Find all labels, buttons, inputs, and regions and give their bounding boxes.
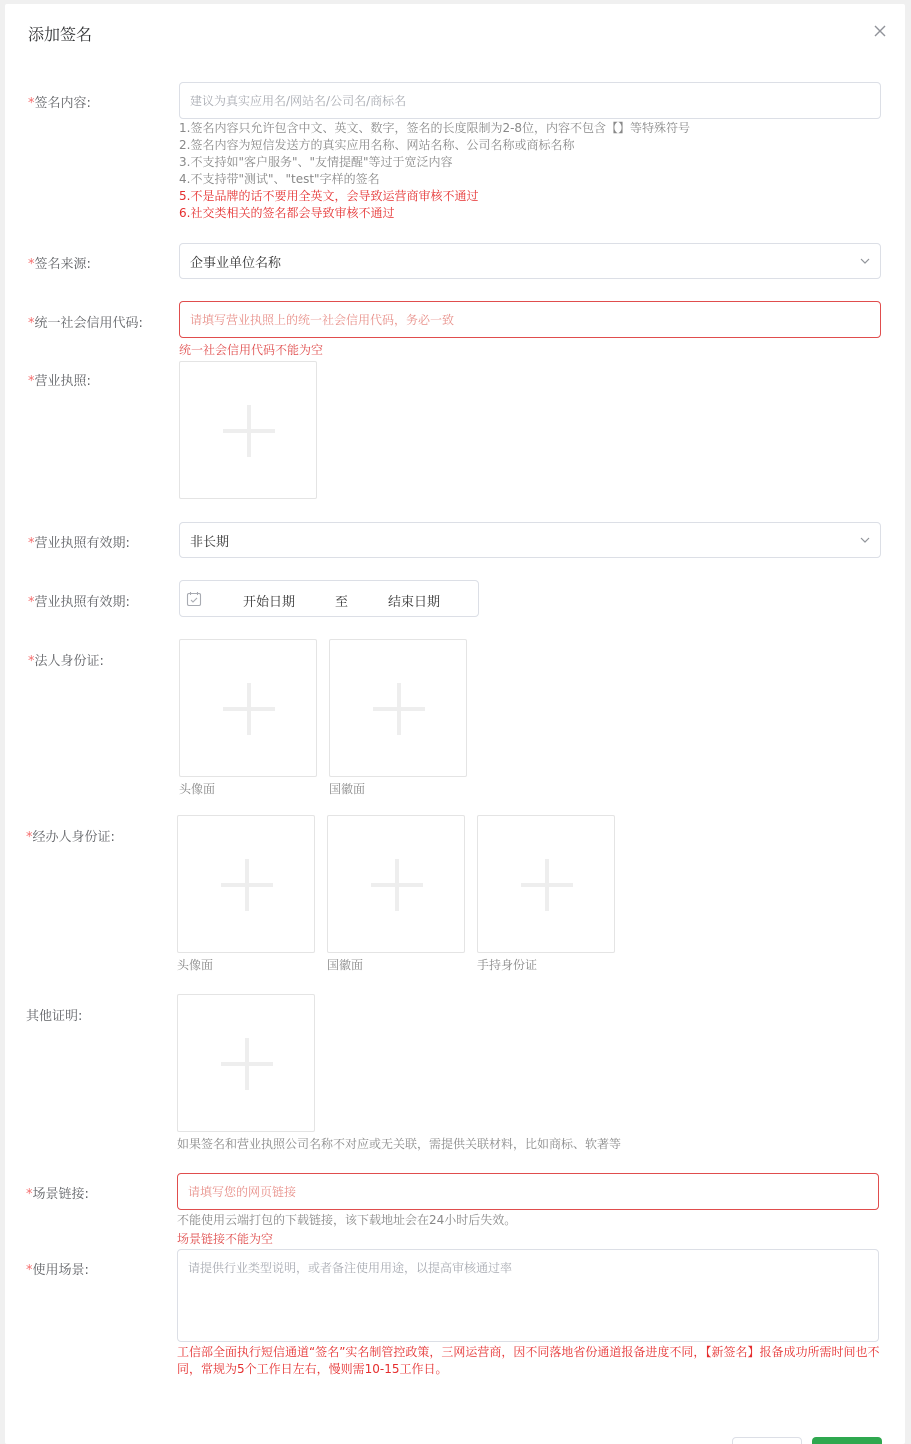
close-icon[interactable] [871, 22, 889, 40]
scene-link-hint: 不能使用云端打包的下载链接，该下载地址会在24小时后失效。 [177, 1213, 517, 1227]
plus-icon [371, 859, 423, 911]
credit-code-label: *统一社会信用代码: [28, 316, 143, 331]
agent-id-back-upload[interactable] [327, 815, 465, 953]
plus-icon [521, 859, 573, 911]
other-proof-label: 其他证明: [26, 1009, 83, 1024]
legal-id-back-upload[interactable] [329, 639, 467, 777]
credit-code-error: 统一社会信用代码不能为空 [179, 343, 324, 357]
start-date[interactable]: 开始日期 [243, 595, 296, 610]
license-label: *营业执照: [28, 374, 91, 389]
usage-label: *使用场景: [26, 1263, 89, 1278]
legal-id-label: *法人身份证: [28, 654, 104, 669]
chevron-down-icon [860, 257, 870, 265]
legal-id-front-upload[interactable] [179, 639, 317, 777]
signature-content-input[interactable]: 建议为真实应用名/网站名/公司名/商标名 [179, 82, 881, 119]
content-label: *签名内容: [28, 96, 91, 111]
plus-icon [373, 683, 425, 735]
scene-link-label: *场景链接: [26, 1187, 89, 1202]
other-proof-upload[interactable] [177, 994, 315, 1132]
agent-id-handheld-upload[interactable] [477, 815, 615, 953]
other-proof-hint: 如果签名和营业执照公司名称不对应或无关联，需提供关联材料，比如商标、软著等 [177, 1137, 622, 1151]
plus-icon [223, 405, 275, 457]
validity-range-label: *营业执照有效期: [28, 595, 130, 610]
confirm-button[interactable] [812, 1437, 882, 1444]
plus-icon [221, 1038, 273, 1090]
agent-id-back-caption: 国徽面 [327, 958, 364, 972]
plus-icon [223, 683, 275, 735]
legal-id-front-caption: 头像面 [179, 782, 216, 796]
source-select[interactable]: 企事业单位名称 [179, 243, 881, 279]
policy-notice: 工信部全面执行短信通道“签名”实名制管控政策，三网运营商，因不同落地省份通道报备进度不同，【新签名】报备成功所需时间也不同，常规为5个工作日左右，慢则需10-15工作日。 [177, 1345, 880, 1376]
add-signature-dialog [5, 4, 905, 1444]
agent-id-label: *经办人身份证: [26, 830, 115, 845]
content-rules: 1.签名内容只允许包含中文、英文、数字，签名的长度限制为2-8位，内容不包含【】等特殊符号 2.签名内容为短信发送方的真实应用名称、网站名称、公司名称或商标名称 3.不支持如"客户服务"、"友情提醒"等过于宽泛内容 4.不支持带"测试"、"test"字样的签名 5.不是品牌的话不要用全英文，会导致运营商审核不通过 6.社交类相关的签名都会导致审核不通过 [179, 121, 691, 220]
plus-icon [221, 859, 273, 911]
cancel-button[interactable] [732, 1437, 802, 1444]
chevron-down-icon [860, 536, 870, 544]
agent-id-front-upload[interactable] [177, 815, 315, 953]
source-label: *签名来源: [28, 257, 91, 272]
calendar-icon [186, 591, 202, 607]
agent-id-handheld-caption: 手持身份证 [477, 958, 538, 972]
scene-link-error: 场景链接不能为空 [177, 1232, 274, 1246]
validity-type-select[interactable]: 非长期 [179, 522, 881, 558]
end-date[interactable]: 结束日期 [388, 595, 441, 610]
validity-type-label: *营业执照有效期: [28, 536, 130, 551]
legal-id-back-caption: 国徽面 [329, 782, 366, 796]
scene-link-input[interactable]: 请填写您的网页链接 [177, 1173, 879, 1210]
validity-date-range[interactable] [179, 580, 479, 617]
agent-id-front-caption: 头像面 [177, 958, 214, 972]
credit-code-input[interactable]: 请填写营业执照上的统一社会信用代码，务必一致 [179, 301, 881, 338]
dialog-title: 添加签名 [28, 25, 93, 44]
range-separator: 至 [335, 595, 349, 610]
usage-textarea[interactable]: 请提供行业类型说明，或者备注使用用途，以提高审核通过率 [177, 1249, 879, 1342]
license-upload[interactable] [179, 361, 317, 499]
